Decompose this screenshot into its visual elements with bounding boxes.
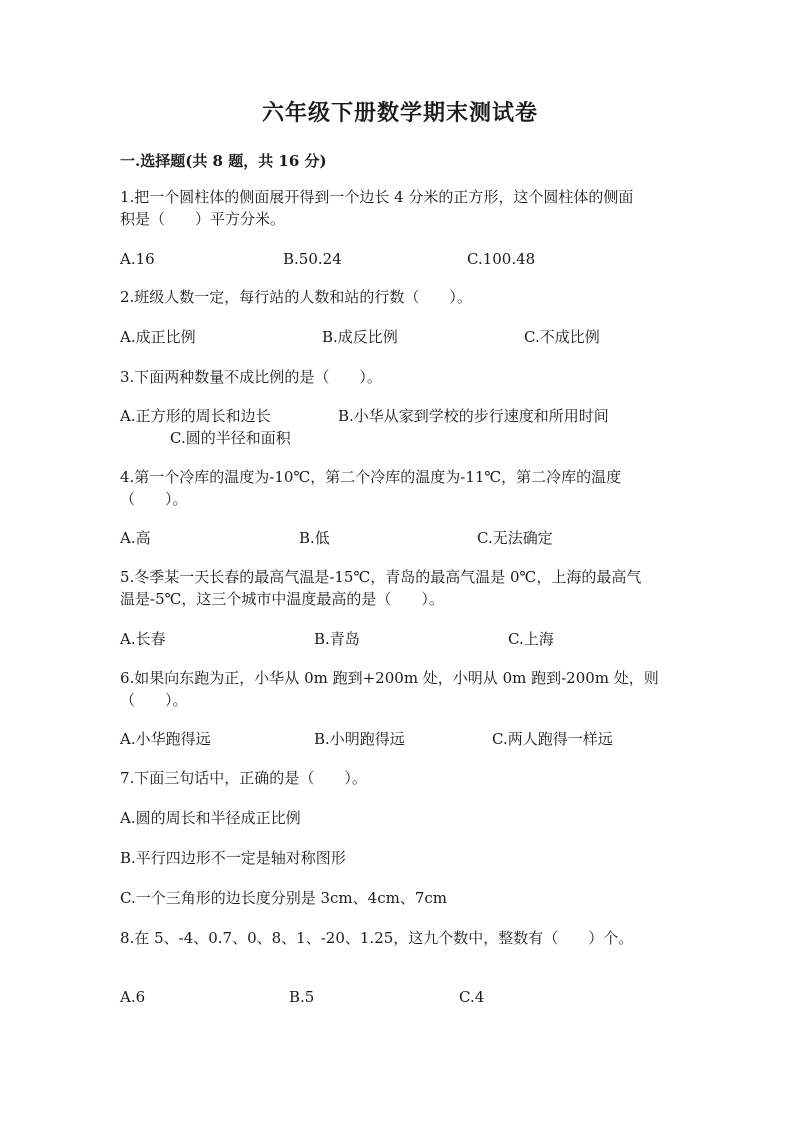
question-7-option-a: A.圆的周长和半径成正比例 <box>120 809 301 827</box>
question-5-option-a: A.长春 <box>120 630 166 648</box>
question-3-line-1: 3.下面两种数量不成比例的是（ ）。 <box>120 368 382 386</box>
question-3-option-a: A.正方形的周长和边长 <box>120 407 271 425</box>
question-1-option-c: C.100.48 <box>467 250 536 268</box>
question-6-option-b: B.小明跑得远 <box>314 730 405 748</box>
question-6-option-a: A.小华跑得远 <box>120 730 211 748</box>
question-2-option-b: B.成反比例 <box>322 328 398 346</box>
question-3-option-b: B.小华从家到学校的步行速度和所用时间 <box>338 407 609 425</box>
question-1-option-a: A.16 <box>120 250 155 268</box>
question-8-line-1: 8.在 5、-4、0.7、0、8、1、-20、1.25，这九个数中，整数有（ ）个。 <box>120 929 634 947</box>
question-2-line-1: 2.班级人数一定，每行站的人数和站的行数（ ）。 <box>120 288 472 306</box>
question-8-option-b: B.5 <box>289 988 315 1006</box>
question-6-line-2: （ ）。 <box>120 691 188 709</box>
question-4-option-c: C.无法确定 <box>477 529 553 547</box>
question-7-option-b: B.平行四边形不一定是轴对称图形 <box>120 849 346 867</box>
question-2-option-a: A.成正比例 <box>120 328 196 346</box>
question-8-option-a: A.6 <box>120 988 146 1006</box>
question-4-line-1: 4.第一个冷库的温度为-10℃，第二个冷库的温度为-11℃，第二冷库的温度 <box>120 468 622 486</box>
question-5-option-b: B.青岛 <box>314 630 360 648</box>
question-1-line-1: 1.把一个圆柱体的侧面展开得到一个边长 4 分米的正方形，这个圆柱体的侧面 <box>120 188 634 206</box>
question-7-option-c: C.一个三角形的边长度分别是 3cm、4cm、7cm <box>120 889 447 907</box>
question-6-option-c: C.两人跑得一样远 <box>492 730 613 748</box>
question-1-option-b: B.50.24 <box>283 250 342 268</box>
section-heading: 一.选择题(共 8 题，共 16 分) <box>120 152 327 170</box>
question-4-line-2: （ ）。 <box>120 490 188 508</box>
question-7-line-1: 7.下面三句话中，正确的是（ ）。 <box>120 769 367 787</box>
question-6-line-1: 6.如果向东跑为正，小华从 0m 跑到+200m 处，小明从 0m 跑到-200m 处，则 <box>120 669 659 687</box>
question-5-option-c: C.上海 <box>508 630 554 648</box>
page-title: 六年级下册数学期末测试卷 <box>261 100 538 126</box>
question-4-option-b: B.低 <box>299 529 330 547</box>
question-5-line-2: 温是-5℃，这三个城市中温度最高的是（ ）。 <box>120 590 444 608</box>
question-8-option-c: C.4 <box>459 988 485 1006</box>
question-4-option-a: A.高 <box>120 529 151 547</box>
question-1-line-2: 积是（ ）平方分米。 <box>120 210 286 228</box>
question-5-line-1: 5.冬季某一天长春的最高气温是-15℃，青岛的最高气温是 0℃，上海的最高气 <box>120 568 642 586</box>
question-2-option-c: C.不成比例 <box>524 328 600 346</box>
question-3-option-c: C.圆的半径和面积 <box>170 429 291 447</box>
